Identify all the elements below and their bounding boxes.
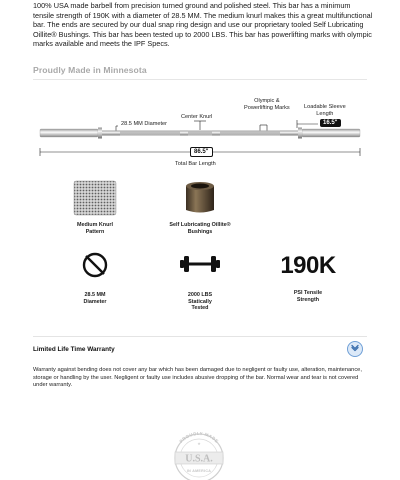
sleeve-length-badge: 16.5" xyxy=(320,119,341,127)
feature-tensile-line1: PSI Tensile xyxy=(293,290,323,296)
divider xyxy=(33,79,367,80)
feature-diameter xyxy=(65,250,125,305)
feature-knurl xyxy=(65,180,125,235)
loadable-sleeve-line1: Loadable Sleeve xyxy=(304,104,346,110)
chevron-down-icon xyxy=(350,344,360,354)
seal-top-text: PROUDLY MADE xyxy=(178,430,220,444)
feature-tested-line3: Tested xyxy=(191,305,209,312)
feature-bushing-line2: Bushings xyxy=(187,228,213,235)
feature-tensile xyxy=(268,252,348,303)
feature-knurl-line1: Medium Knurl xyxy=(77,222,113,228)
center-knurl-label: Center Knurl xyxy=(181,114,213,120)
seal-star: ★ xyxy=(197,441,201,446)
feature-tested-line2: Statically xyxy=(188,298,212,305)
barbell-icon xyxy=(178,254,222,274)
warranty-title: Limited Life Time Warranty xyxy=(33,346,115,353)
feature-bushing xyxy=(155,180,245,235)
made-in-heading: Proudly Made in Minnesota xyxy=(33,65,147,75)
seal-middle-text: U.S.A. xyxy=(185,453,213,465)
tensile-value: 190K xyxy=(280,252,336,279)
warranty-text: Warranty against bending does not cover any bar which has been damaged due to negligent or faulty use, alteration, maintenance, storage or handling by the user. Negligent or faulty use includes abusive dropping of the bar. Normal wear and tear is not covered under warranty. xyxy=(33,367,362,389)
olympic-marks-line1: Olympic & xyxy=(254,98,280,104)
barbell-drawing xyxy=(0,90,400,170)
warranty-expand-button[interactable] xyxy=(347,341,363,357)
loadable-sleeve-line2: Length xyxy=(316,111,334,117)
intro-paragraph: 100% USA made barbell from precision turned ground and polished steel. This bar has a minimum tensile strength of 190K with a diameter of 28.5 MM. The medium knurl makes this a great multifunctional bar. The ends are secured by our dual snap ring design and use our proprietary tooled Self Lubricating Oillite® Bushings. This bar has been tested up to 2000 LBS. This bar has powerlifting marks with olympic marks available and meets the IPF Specs. xyxy=(33,1,373,49)
made-in-usa-seal xyxy=(166,428,232,480)
loadable-sleeve-label xyxy=(304,104,346,118)
seal-bottom-text: IN AMERICA xyxy=(186,469,212,473)
feature-tested xyxy=(165,254,235,312)
diameter-icon xyxy=(80,250,110,280)
knurl-pattern-icon xyxy=(73,180,117,216)
bushing-icon xyxy=(180,180,220,216)
divider xyxy=(33,336,367,337)
olympic-marks-label xyxy=(244,98,290,112)
feature-diameter-line1: 28.5 MM xyxy=(84,292,106,298)
total-length-label: Total Bar Length xyxy=(175,161,216,167)
feature-diameter-line2: Diameter xyxy=(83,298,107,305)
olympic-marks-line2: Powerlifting Marks xyxy=(244,105,290,111)
bar-diagram xyxy=(0,90,400,170)
feature-bushing-line1: Self Lubricating Oillite® xyxy=(169,222,231,228)
feature-tested-line1: 2000 LBS xyxy=(187,292,213,298)
diameter-label: 28.5 MM Diameter xyxy=(121,121,168,127)
feature-tensile-line2: Strength xyxy=(296,296,320,303)
feature-knurl-line2: Pattern xyxy=(85,228,105,235)
total-length-badge: 86.5" xyxy=(190,147,213,157)
